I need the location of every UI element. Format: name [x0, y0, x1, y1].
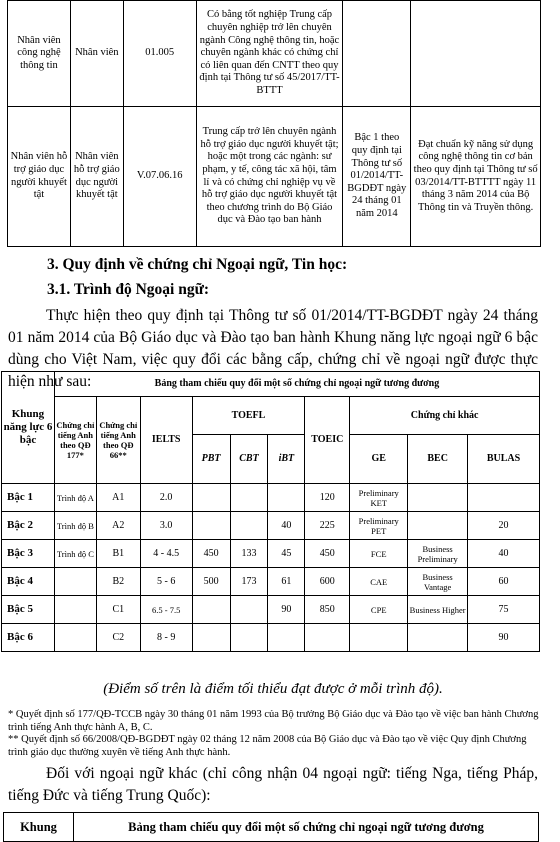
header-framework: Khung năng lực 6 bậc	[2, 372, 55, 484]
header-toefl: TOEFL	[192, 397, 305, 435]
cbt-cell	[230, 624, 268, 652]
header-qd66: Chứng chỉ tiếng Anh theo QĐ 66**	[96, 397, 140, 484]
qd66-cell: C2	[96, 624, 140, 652]
ge-cell	[350, 624, 408, 652]
ielts-cell: 5 - 6	[140, 568, 192, 596]
toeic-cell: 450	[305, 540, 350, 568]
qd177-cell: Trình độ B	[54, 512, 96, 540]
toeic-cell: 120	[305, 484, 350, 512]
bulas-cell: 60	[468, 568, 540, 596]
ielts-cell: 4 - 4.5	[140, 540, 192, 568]
ge-cell: Preliminary KET	[350, 484, 408, 512]
ibt-cell: 45	[268, 540, 305, 568]
intro-paragraph: Thực hiện theo quy định tại Thông tư số 01/2014/TT-BGDĐT ngày 24 tháng 01 năm 2014 của Bộ Giáo dục và Đào tạo ban hành Khung năng lực ngoại ngữ 6 bậc dùng cho Việt Nam, việc quy đổi các bằng cấp, chứng chỉ về ngoại ngữ được thực hiện như sau:	[8, 307, 538, 390]
table-row	[2, 568, 540, 596]
pbt-cell	[192, 624, 230, 652]
ielts-cell: 8 - 9	[140, 624, 192, 652]
job-rank: Nhân viên	[70, 1, 123, 107]
section-3-1-text: 3.1. Trình độ Ngoại ngữ:	[47, 281, 210, 298]
qd177-cell	[54, 568, 96, 596]
bec-cell	[408, 512, 468, 540]
header-ge: GE	[350, 435, 408, 484]
bec-cell	[408, 624, 468, 652]
header-ielts: IELTS	[140, 397, 192, 484]
language-requirement	[343, 1, 411, 107]
pbt-cell: 450	[192, 540, 230, 568]
job-requirements-table	[7, 0, 541, 247]
language-equivalence-table	[1, 371, 540, 652]
header-framework-short: Khung	[4, 813, 74, 842]
header-qd177: Chứng chỉ tiếng Anh theo QĐ 177*	[54, 397, 96, 484]
ibt-cell	[268, 624, 305, 652]
ielts-cell: 2.0	[140, 484, 192, 512]
min-score-note: (Điểm số trên là điểm tối thiểu đạt được ở mỗi trình độ).	[103, 681, 443, 697]
job-code: V.07.06.16	[123, 107, 196, 247]
row-level: Bậc 3	[2, 540, 55, 568]
ge-cell: CAE	[350, 568, 408, 596]
ge-cell: CPE	[350, 596, 408, 624]
ge-cell: FCE	[350, 540, 408, 568]
toeic-cell: 600	[305, 568, 350, 596]
bulas-cell: 40	[468, 540, 540, 568]
header-reference: Bảng tham chiếu quy đổi một số chứng chỉ ngoại ngữ tương đương	[54, 372, 539, 397]
qd177-cell: Trình độ A	[54, 484, 96, 512]
table-row	[2, 512, 540, 540]
bulas-cell: 20	[468, 512, 540, 540]
language-requirement: Bậc 1 theo quy định tại Thông tư số 01/2014/TT-BGDĐT ngày 24 tháng 01 năm 2014	[343, 107, 411, 247]
it-requirement	[411, 1, 541, 107]
cbt-cell: 173	[230, 568, 268, 596]
section-3-heading: 3. Quy định về chứng chỉ Ngoại ngữ, Tin học:	[47, 256, 348, 273]
cbt-cell: 133	[230, 540, 268, 568]
row-level: Bậc 1	[2, 484, 55, 512]
table-row	[2, 540, 540, 568]
header-cbt: CBT	[230, 435, 268, 484]
row-level: Bậc 6	[2, 624, 55, 652]
other-languages-paragraph: Đối với ngoại ngữ khác (chỉ công nhận 04 ngoại ngữ: tiếng Nga, tiếng Pháp, tiếng Đức và tiếng Trung Quốc):	[8, 765, 538, 804]
cbt-cell	[230, 596, 268, 624]
qd66-cell: B2	[96, 568, 140, 596]
pbt-cell	[192, 512, 230, 540]
job-title: Nhân viên công nghệ thông tin	[8, 1, 71, 107]
qd66-cell: A2	[96, 512, 140, 540]
table-row	[2, 596, 540, 624]
pbt-cell	[192, 484, 230, 512]
job-title: Nhân viên hỗ trợ giáo dục người khuyết tật	[8, 107, 71, 247]
footnote-177: * Quyết định số 177/QĐ-TCCB ngày 30 tháng 01 năm 1993 của Bộ trưởng Bộ Giáo dục và Đào tạo về việc ban hành Chương trình tiếng Anh thực hành A, B, C.	[8, 709, 539, 733]
table-row	[8, 1, 541, 107]
cbt-cell	[230, 512, 268, 540]
cbt-cell	[230, 484, 268, 512]
bec-cell	[408, 484, 468, 512]
bulas-cell: 90	[468, 624, 540, 652]
table-row	[2, 484, 540, 512]
header-bulas: BULAS	[468, 435, 540, 484]
qd177-cell	[54, 596, 96, 624]
ge-cell: Preliminary PET	[350, 512, 408, 540]
footnote-66: ** Quyết định số 66/2008/QĐ-BGDĐT ngày 02 tháng 12 năm 2008 của Bộ Giáo dục và Đào tạo về việc Quy định Chương trình giáo dục thường xuyên về tiếng Anh thực hành.	[8, 734, 527, 758]
ibt-cell	[268, 484, 305, 512]
bec-cell: Business Higher	[408, 596, 468, 624]
header-other: Chứng chỉ khác	[350, 397, 540, 435]
qd177-cell	[54, 624, 96, 652]
training-requirement: Trung cấp trở lên chuyên ngành hỗ trợ giáo dục người khuyết tật; hoặc một trong các ngành: sư phạm, y tế, công tác xã hội, tâm lí và có chứng chỉ nghiệp vụ về hỗ trợ giáo dục người khuyết tật theo chương trình do Bộ Giáo dục và Đào tạo ban hành	[196, 107, 343, 247]
training-requirement: Có bằng tốt nghiệp Trung cấp chuyên nghiệp trở lên chuyên ngành Công nghệ thông tin, hoặc chuyên ngành khác có chứng chỉ có liên quan đến CNTT theo quy định tại Thông tư số 45/2017/TT-BTTT	[196, 1, 343, 107]
table-row	[2, 624, 540, 652]
toeic-cell	[305, 624, 350, 652]
row-level: Bậc 5	[2, 596, 55, 624]
ibt-cell: 61	[268, 568, 305, 596]
qd66-cell: A1	[96, 484, 140, 512]
bulas-cell: 75	[468, 596, 540, 624]
row-level: Bậc 4	[2, 568, 55, 596]
header-reference-other: Bảng tham chiếu quy đổi một số chứng chỉ ngoại ngữ tương đương	[74, 813, 539, 842]
pbt-cell: 500	[192, 568, 230, 596]
ielts-cell: 3.0	[140, 512, 192, 540]
toeic-cell: 225	[305, 512, 350, 540]
ibt-cell: 40	[268, 512, 305, 540]
ibt-cell: 90	[268, 596, 305, 624]
header-pbt: PBT	[192, 435, 230, 484]
it-requirement: Đạt chuẩn kỹ năng sử dụng công nghệ thông tin cơ bản theo quy định tại Thông tư số 03/2014/TT-BTTTT ngày 11 tháng 3 năm 2014 của Bộ Thông tin và Truyền thông.	[411, 107, 541, 247]
header-ibt: iBT	[268, 435, 305, 484]
pbt-cell	[192, 596, 230, 624]
bec-cell: Business Preliminary	[408, 540, 468, 568]
header-bec: BEC	[408, 435, 468, 484]
table-row	[8, 107, 541, 247]
qd66-cell: B1	[96, 540, 140, 568]
row-level: Bậc 2	[2, 512, 55, 540]
qd177-cell: Trình độ C	[54, 540, 96, 568]
qd66-cell: C1	[96, 596, 140, 624]
job-rank: Nhân viên hỗ trợ giáo dục người khuyết tật	[70, 107, 123, 247]
job-code: 01.005	[123, 1, 196, 107]
header-toeic: TOEIC	[305, 397, 350, 484]
ielts-cell: 6.5 - 7.5	[140, 596, 192, 624]
toeic-cell: 850	[305, 596, 350, 624]
bec-cell: Business Vantage	[408, 568, 468, 596]
other-languages-table	[3, 812, 539, 842]
section-3-1-heading	[47, 281, 209, 299]
bulas-cell	[468, 484, 540, 512]
